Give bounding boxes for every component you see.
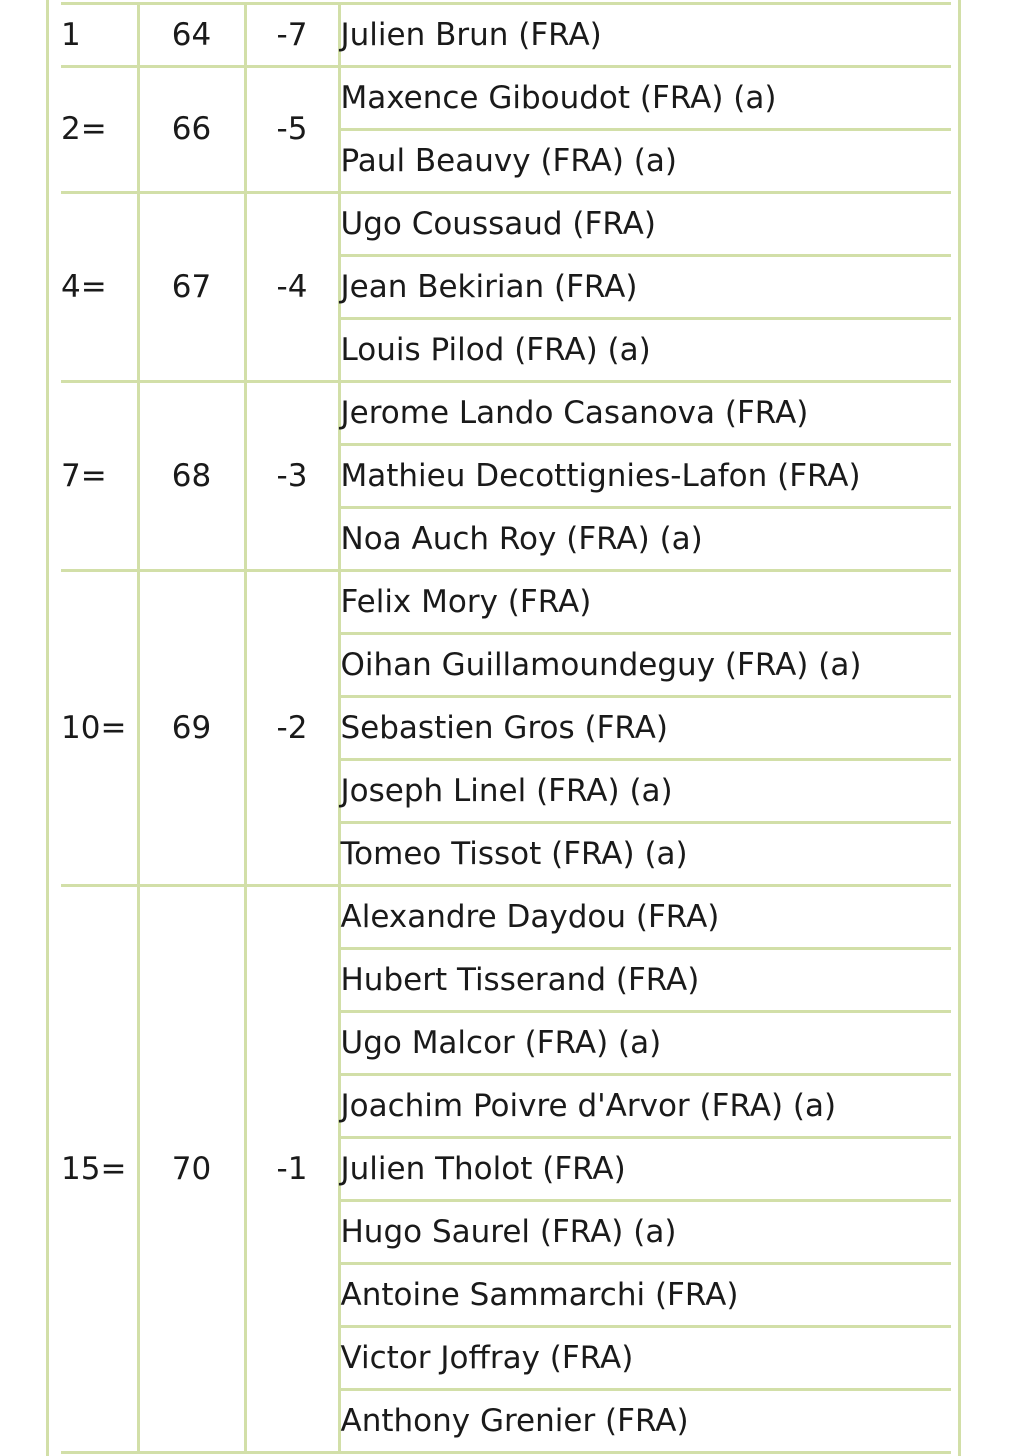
- player-name-cell: Hugo Saurel (FRA) (a): [339, 1201, 951, 1264]
- player-name-cell: Antoine Sammarchi (FRA): [339, 1264, 951, 1327]
- score-cell: 66: [138, 67, 245, 193]
- player-name-cell: Noa Auch Roy (FRA) (a): [339, 508, 951, 571]
- table-row: [61, 382, 951, 445]
- player-name-cell: Julien Tholot (FRA): [339, 1138, 951, 1201]
- to-par-cell: -2: [245, 571, 339, 886]
- player-name-cell: Hubert Tisserand (FRA): [339, 949, 951, 1012]
- score-cell: 68: [138, 382, 245, 571]
- position-cell: 7=: [61, 382, 138, 571]
- table-row: [61, 67, 951, 130]
- player-name-cell: Ugo Malcor (FRA) (a): [339, 1012, 951, 1075]
- player-name-cell: Joseph Linel (FRA) (a): [339, 760, 951, 823]
- table-row: [61, 4, 951, 67]
- to-par-cell: -7: [245, 4, 339, 67]
- player-name-cell: Oihan Guillamoundeguy (FRA) (a): [339, 634, 951, 697]
- score-cell: 67: [138, 193, 245, 382]
- score-cell: 64: [138, 4, 245, 67]
- player-name-cell: Alexandre Daydou (FRA): [339, 886, 951, 949]
- score-cell: 69: [138, 571, 245, 886]
- table-row: [61, 571, 951, 634]
- player-name-cell: Victor Joffray (FRA): [339, 1327, 951, 1390]
- leaderboard-body: [61, 4, 951, 1453]
- table-row: [61, 886, 951, 949]
- to-par-cell: -3: [245, 382, 339, 571]
- player-name-cell: Jerome Lando Casanova (FRA): [339, 382, 951, 445]
- position-cell: 2=: [61, 67, 138, 193]
- to-par-cell: -4: [245, 193, 339, 382]
- position-cell: 15=: [61, 886, 138, 1453]
- player-name-cell: Tomeo Tissot (FRA) (a): [339, 823, 951, 886]
- player-name-cell: Maxence Giboudot (FRA) (a): [339, 67, 951, 130]
- position-cell: 10=: [61, 571, 138, 886]
- to-par-cell: -1: [245, 886, 339, 1453]
- player-name-cell: Louis Pilod (FRA) (a): [339, 319, 951, 382]
- to-par-cell: -5: [245, 67, 339, 193]
- score-cell: 70: [138, 886, 245, 1453]
- player-name-cell: Julien Brun (FRA): [339, 4, 951, 67]
- player-name-cell: Mathieu Decottignies-Lafon (FRA): [339, 445, 951, 508]
- table-row: [61, 193, 951, 256]
- player-name-cell: Anthony Grenier (FRA): [339, 1390, 951, 1453]
- player-name-cell: Jean Bekirian (FRA): [339, 256, 951, 319]
- leaderboard-table: [61, 2, 951, 1454]
- player-name-cell: Sebastien Gros (FRA): [339, 697, 951, 760]
- player-name-cell: Paul Beauvy (FRA) (a): [339, 130, 951, 193]
- player-name-cell: Ugo Coussaud (FRA): [339, 193, 951, 256]
- player-name-cell: Felix Mory (FRA): [339, 571, 951, 634]
- position-cell: 4=: [61, 193, 138, 382]
- player-name-cell: Joachim Poivre d'Arvor (FRA) (a): [339, 1075, 951, 1138]
- position-cell: 1: [61, 4, 138, 67]
